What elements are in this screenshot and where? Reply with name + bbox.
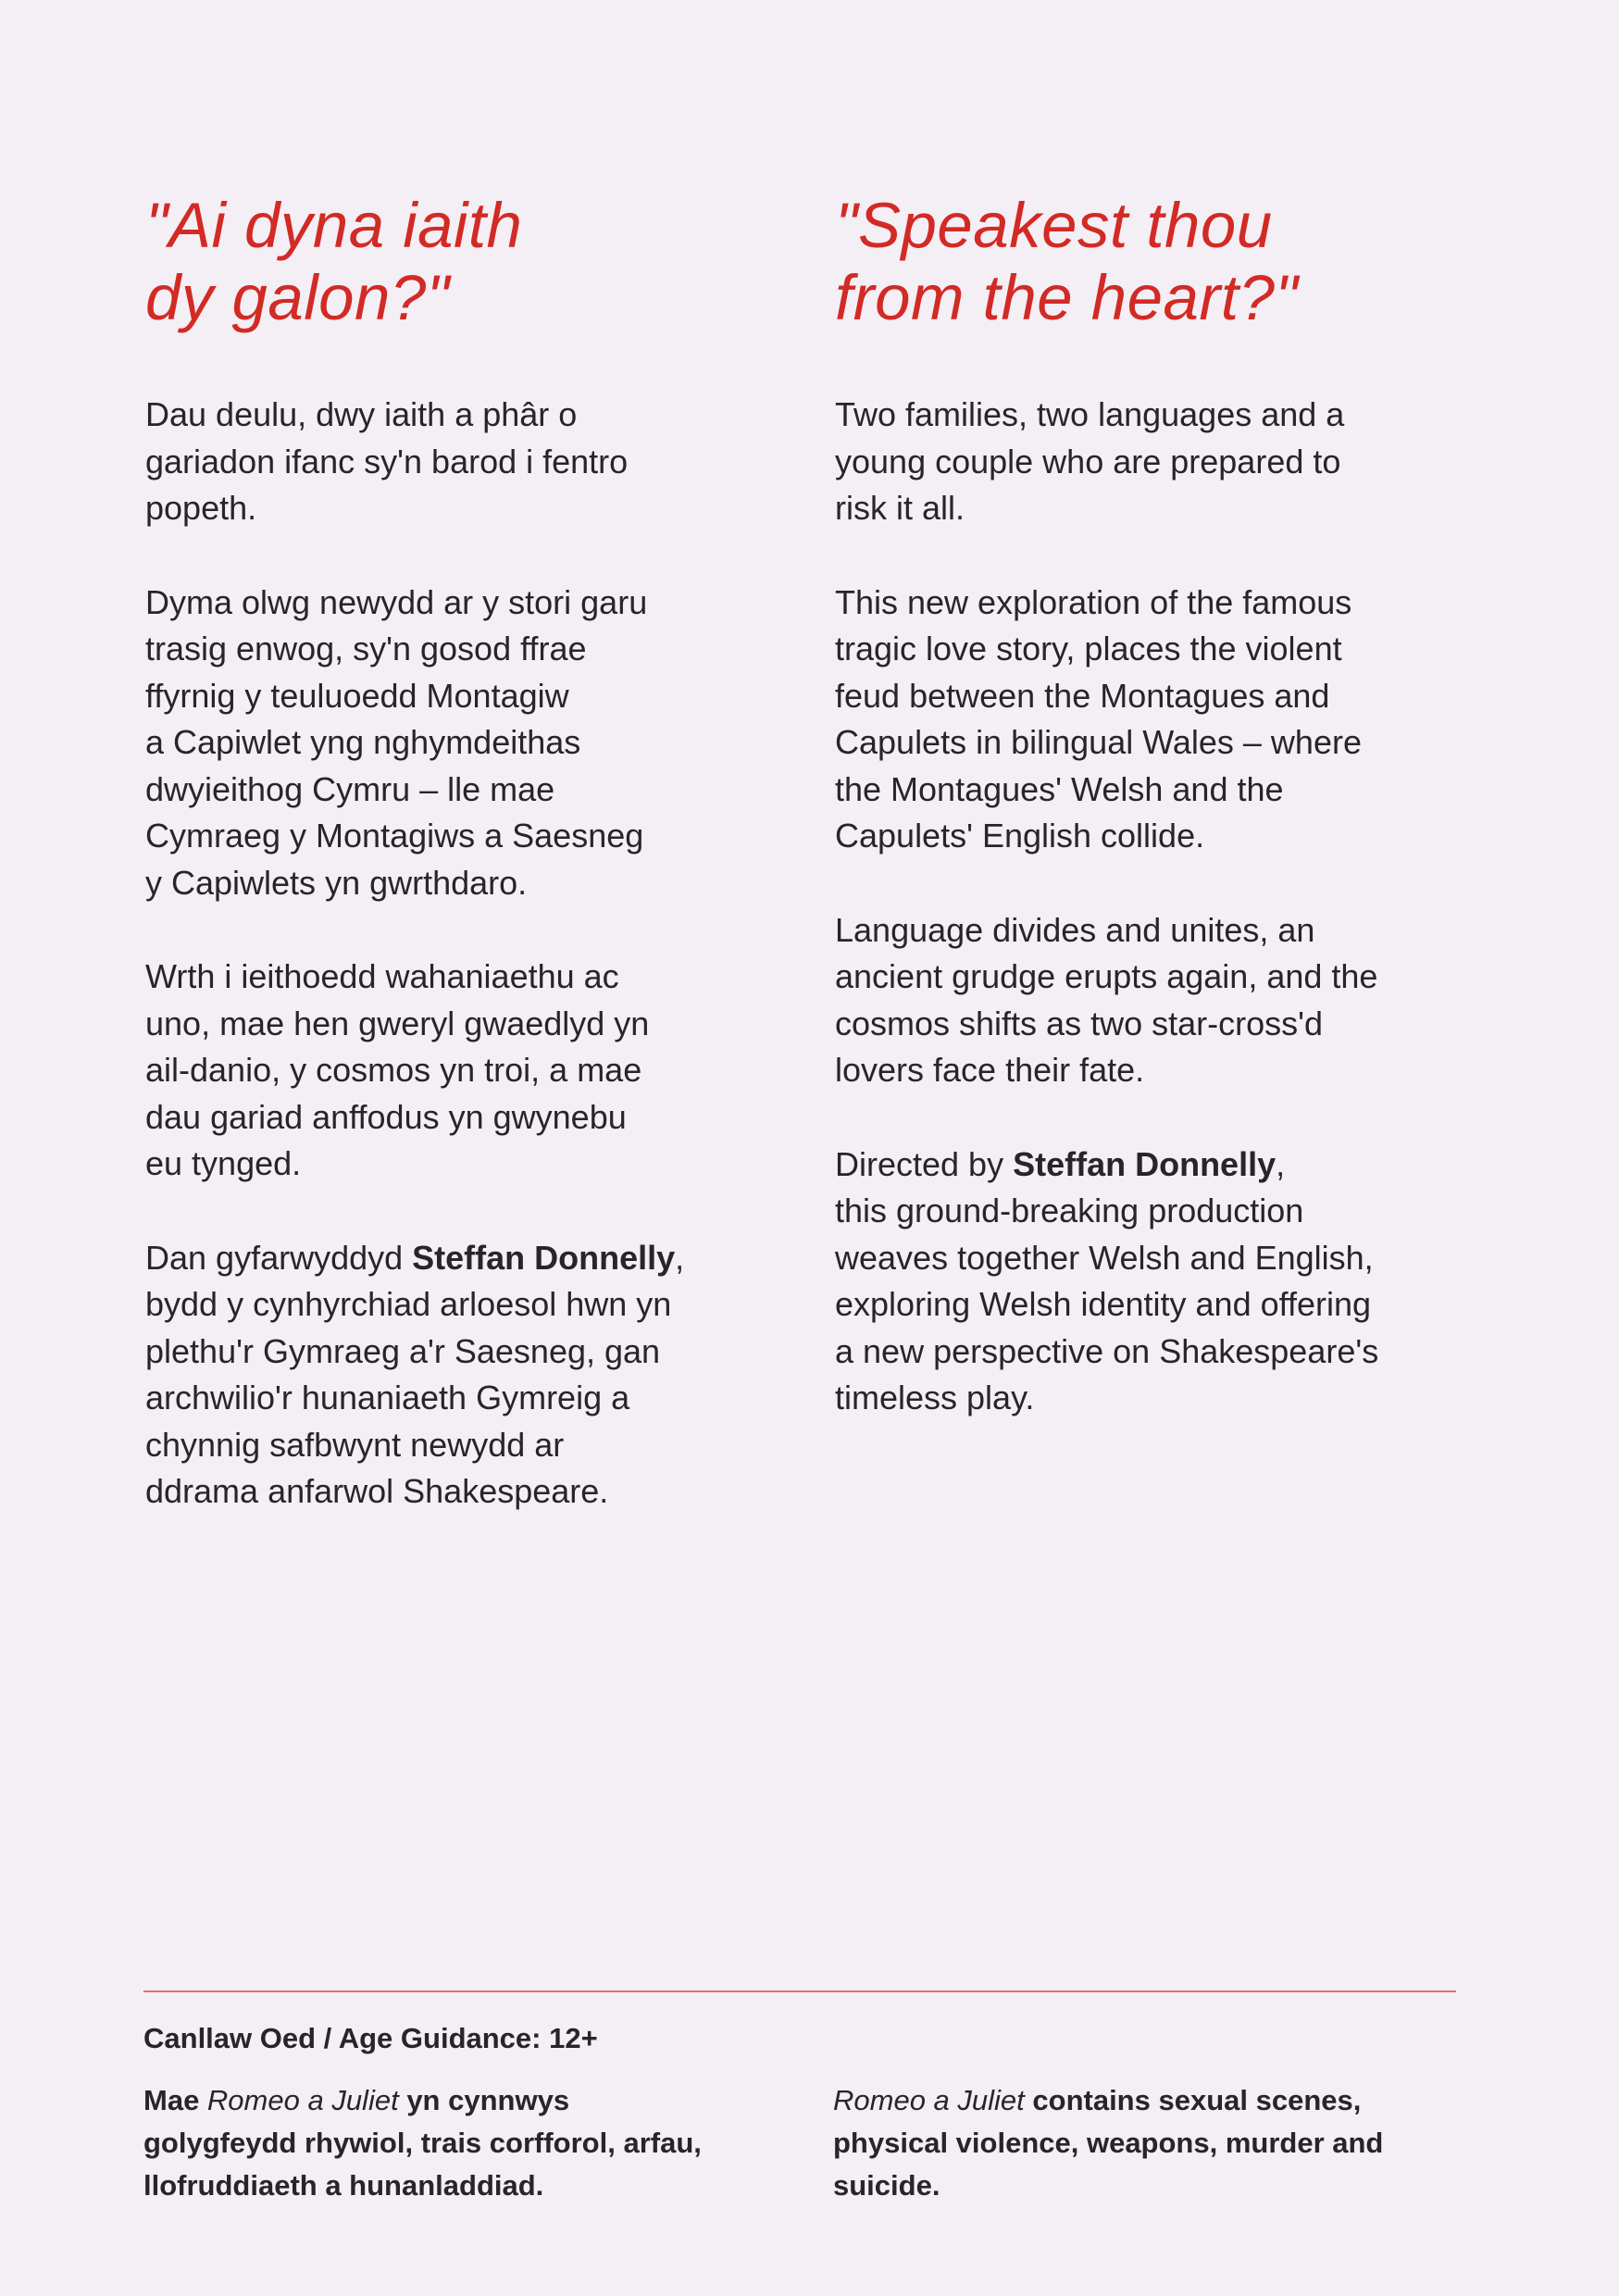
- text-line: ancient grudge erupts again, and the: [835, 957, 1378, 995]
- text-line: dwyieithog Cymru – lle mae: [145, 769, 555, 808]
- text-line: Language divides and unites, an: [835, 910, 1315, 949]
- warning-suffix: yn cynnwys: [398, 2084, 570, 2116]
- text-line: gariadon ifanc sy'n barod i fentro: [145, 442, 629, 480]
- text-line: llofruddiaeth a hunanladdiad.: [143, 2169, 544, 2202]
- text-line: a new perspective on Shakespeare's: [835, 1331, 1379, 1370]
- english-content-warning: [833, 2079, 1383, 2207]
- welsh-body: [145, 392, 766, 1516]
- text-line: physical violence, weapons, murder and: [833, 2127, 1384, 2159]
- text-line: young couple who are prepared to: [835, 442, 1341, 480]
- director-name: Steffan Donnelly: [412, 1238, 676, 1277]
- divider: [143, 1990, 1456, 1992]
- english-body: [835, 392, 1483, 1422]
- text-line: chynnig safbwynt newydd ar: [145, 1425, 565, 1464]
- text-line: the Montagues' Welsh and the: [835, 769, 1284, 808]
- welsh-paragraph-story: [145, 580, 766, 907]
- text-line: exploring Welsh identity and offering: [835, 1285, 1372, 1323]
- text-line: trasig enwog, sy'n gosod ffrae: [145, 630, 587, 668]
- play-title: Romeo a Juliet: [206, 2084, 399, 2116]
- text-line: Capulets in bilingual Wales – where: [835, 723, 1362, 761]
- welsh-heading-line: "Ai dyna iaith: [145, 190, 523, 261]
- welsh-heading: [145, 190, 766, 338]
- text-line: bydd y cynhyrchiad arloesol hwn yn: [145, 1285, 672, 1323]
- text-line: ail-danio, y cosmos yn troi, a mae: [145, 1051, 642, 1089]
- text-line: y Capiwlets yn gwrthdaro.: [145, 863, 528, 902]
- text-line: popeth.: [145, 489, 257, 527]
- text-line: plethu'r Gymraeg a'r Saesneg, gan: [145, 1331, 661, 1370]
- text-line: uno, mae hen gweryl gwaedlyd yn: [145, 1004, 650, 1042]
- welsh-paragraph-language: [145, 954, 766, 1188]
- text-line: dau gariad anffodus yn gwynebu: [145, 1097, 627, 1136]
- text-line: golygfeydd rhywiol, trais corfforol, arfau,: [143, 2127, 702, 2159]
- text-line: lovers face their fate.: [835, 1051, 1145, 1089]
- welsh-paragraph-intro: [145, 392, 766, 532]
- director-prefix: Directed by: [835, 1144, 1014, 1183]
- text-line: Dau deulu, dwy iaith a phâr o: [145, 395, 578, 433]
- text-line: [143, 2079, 702, 2122]
- text-line: a Capiwlet yng nghymdeithas: [145, 723, 581, 761]
- director-suffix: ,: [675, 1238, 685, 1277]
- text-line: suicide.: [833, 2169, 940, 2202]
- text-line: Dyma olwg newydd ar y stori garu: [145, 582, 648, 621]
- warning-prefix: Mae: [143, 2084, 207, 2116]
- english-paragraph-director: [835, 1142, 1483, 1422]
- text-line: archwilio'r hunaniaeth Gymreig a: [145, 1379, 630, 1416]
- text-line: [833, 2079, 1383, 2122]
- welsh-heading-line: dy galon?": [145, 262, 450, 333]
- text-line: [145, 1235, 766, 1282]
- text-line: this ground-breaking production: [835, 1192, 1304, 1229]
- english-paragraph-intro: [835, 392, 1483, 532]
- english-heading-line: from the heart?": [835, 262, 1299, 333]
- welsh-content-warning: [143, 2079, 702, 2207]
- welsh-column: [145, 190, 766, 1563]
- play-title: Romeo a Juliet: [833, 2084, 1025, 2116]
- english-paragraph-story: [835, 580, 1483, 860]
- text-line: risk it all.: [835, 489, 965, 527]
- text-line: [835, 1142, 1483, 1189]
- english-heading-line: "Speakest thou: [835, 190, 1273, 261]
- director-name: Steffan Donnelly: [1013, 1144, 1277, 1183]
- text-line: Wrth i ieithoedd wahaniaethu ac: [145, 957, 619, 995]
- english-column: [835, 190, 1483, 1469]
- warning-suffix: contains sexual scenes,: [1024, 2084, 1362, 2116]
- age-guidance-title: Canllaw Oed / Age Guidance: 12+: [143, 2022, 598, 2054]
- text-line: timeless play.: [835, 1379, 1035, 1416]
- text-line: Two families, two languages and a: [835, 395, 1345, 433]
- welsh-paragraph-director: [145, 1235, 766, 1516]
- director-suffix: ,: [1276, 1144, 1286, 1183]
- text-line: ffyrnig y teuluoedd Montagiw: [145, 676, 569, 715]
- text-line: eu tynged.: [145, 1144, 302, 1182]
- text-line: Capulets' English collide.: [835, 817, 1205, 855]
- text-line: tragic love story, places the violent: [835, 630, 1342, 668]
- english-heading: [835, 190, 1483, 338]
- text-line: Cymraeg y Montagiws a Saesneg: [145, 817, 644, 855]
- text-line: ddrama anfarwol Shakespeare.: [145, 1472, 609, 1510]
- director-prefix: Dan gyfarwyddyd: [145, 1238, 413, 1277]
- text-line: This new exploration of the famous: [835, 582, 1352, 621]
- text-line: cosmos shifts as two star-cross'd: [835, 1004, 1324, 1042]
- text-line: feud between the Montagues and: [835, 676, 1330, 715]
- english-paragraph-language: [835, 907, 1483, 1094]
- text-line: weaves together Welsh and English,: [835, 1238, 1374, 1277]
